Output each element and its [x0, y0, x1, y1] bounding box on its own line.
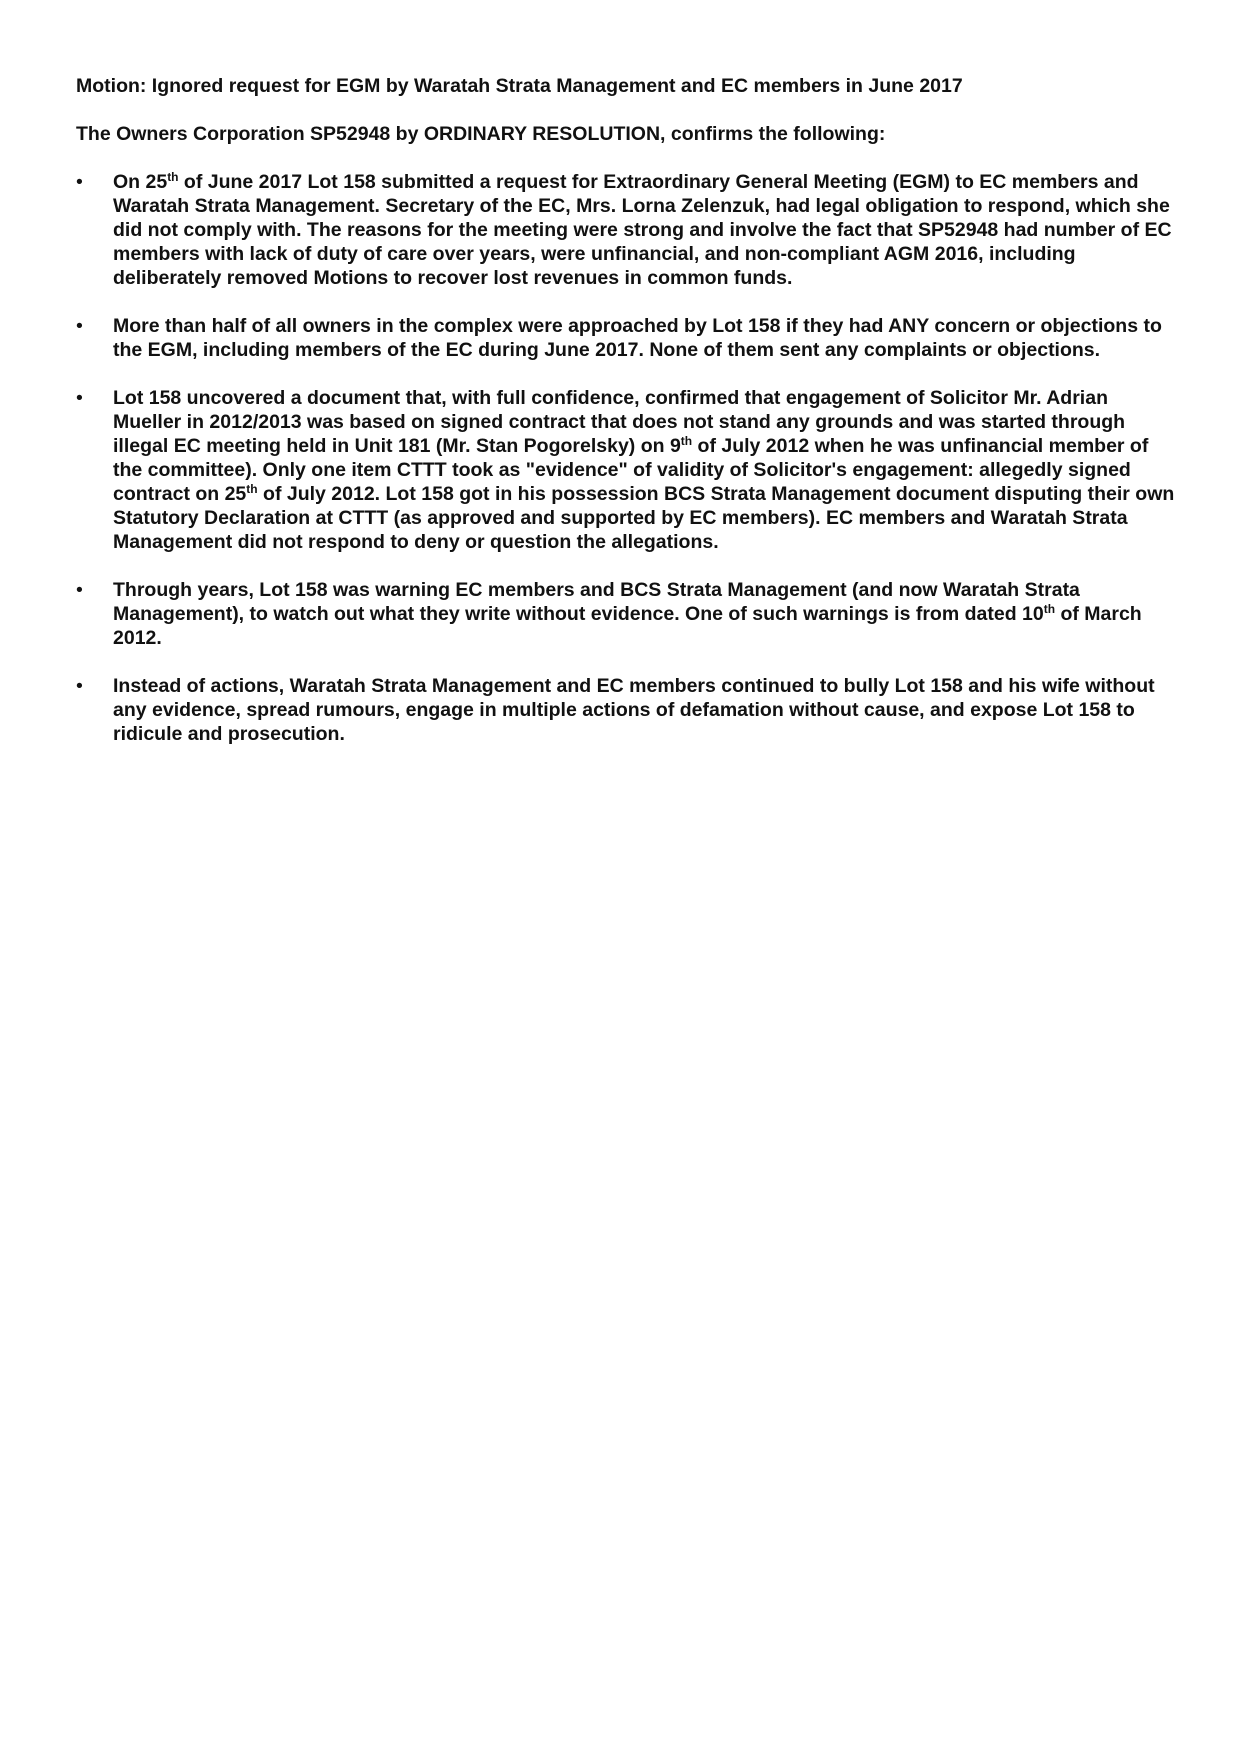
- bullet-text-segment: On 25: [113, 171, 168, 193]
- bullet-marker: •: [76, 171, 83, 193]
- ordinal-suffix: th: [680, 434, 693, 448]
- bullet-text-segment: of June 2017 Lot 158 submitted a request for Extraordinary General Meeting (EGM) to EC members and Waratah Strata Management. Secretary of the EC, Mrs. Lorna Zelenzuk, had legal obligation to respond, which she did not comply with. The reasons for the meeting were strong and involve the fact that SP52948 had number of EC members with lack of duty of care over years, were unfinancial, and non-compliant AGM 2016, including deliberately removed Motions to recover lost revenues in common funds.: [113, 171, 1172, 289]
- bullet-item: [76, 170, 1176, 290]
- bullet-item: [76, 386, 1176, 554]
- bullet-text-segment: More than half of all owners in the complex were approached by Lot 158 if they had ANY concern or objections to the EGM, including members of the EC during June 2017. None of them sent any complaints or objections.: [113, 315, 1162, 361]
- ordinal-suffix: th: [246, 482, 258, 496]
- bullet-text: [113, 315, 1162, 361]
- document-page: [76, 74, 1176, 770]
- bullet-marker: •: [76, 315, 83, 337]
- motion-heading: Motion: Ignored request for EGM by Waratah Strata Management and EC members in June 2017: [76, 75, 963, 97]
- motion-bullet-list: [76, 170, 1176, 746]
- bullet-marker: •: [76, 579, 83, 601]
- bullet-item: [76, 674, 1176, 746]
- bullet-text-segment: Through years, Lot 158 was warning EC members and BCS Strata Management (and now Waratah Strata Management), to watch out what they write without evidence. One of such warnings is from dated 10: [113, 579, 1080, 625]
- bullet-text-segment: of March 2012.: [113, 603, 1142, 649]
- bullet-text-segment: of July 2012. Lot 158 got in his possession BCS Strata Management document disputing their own Statutory Declaration at CTTT (as approved and supported by EC members). EC members and Waratah Strata Management did not respond to deny or question the allegations.: [113, 483, 1175, 553]
- bullet-marker: •: [76, 675, 83, 697]
- bullet-text: [113, 171, 1172, 289]
- bullet-text-segment: Instead of actions, Waratah Strata Management and EC members continued to bully Lot 158 and his wife without any evidence, spread rumours, engage in multiple actions of defamation without cause, and expose Lot 158 to ridicule and prosecution.: [113, 675, 1155, 745]
- bullet-item: [76, 578, 1176, 650]
- bullet-text: [113, 675, 1155, 745]
- bullet-text: [113, 579, 1142, 649]
- bullet-item: [76, 314, 1176, 362]
- bullet-marker: •: [76, 387, 83, 409]
- ordinal-suffix: th: [1043, 602, 1056, 616]
- bullet-text-segment: of July 2012 when he was unfinancial member of the committee). Only one item CTTT took as "evidence" of validity of Solicitor's engagement: allegedly signed contract on 25: [113, 435, 1149, 505]
- bullet-text-segment: Lot 158 uncovered a document that, with full confidence, confirmed that engagement of Solicitor Mr. Adrian Mueller in 2012/2013 was based on signed contract that does not stand any grounds and was started through illegal EC meeting held in Unit 181 (Mr. Stan Pogorelsky) on 9: [113, 387, 1126, 457]
- ordinal-suffix: th: [167, 170, 179, 184]
- resolution-statement: The Owners Corporation SP52948 by ORDINARY RESOLUTION, confirms the following:: [76, 123, 886, 145]
- bullet-text: [113, 387, 1174, 553]
